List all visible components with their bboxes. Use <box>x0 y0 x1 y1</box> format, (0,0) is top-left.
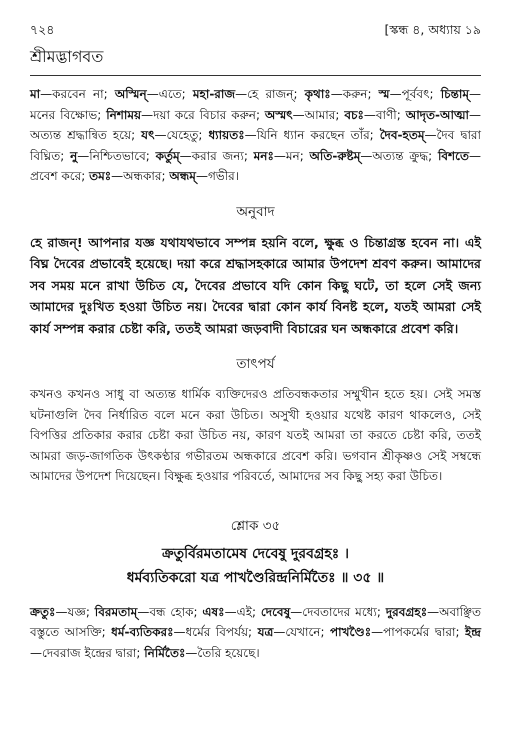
term-meaning: —হে রাজন্; <box>235 87 305 101</box>
purport-heading: তাৎপর্য <box>236 356 275 372</box>
sanskrit-term: দুরবগ্রহঃ <box>385 604 428 619</box>
term-meaning: —মনের বিক্ষোভ; <box>30 87 482 122</box>
term-meaning: —পূর্ববৎ; <box>389 87 441 101</box>
sanskrit-term: দেবেষু <box>260 604 291 619</box>
page-header <box>30 22 481 44</box>
term-meaning: —নিশ্চিতভাবে; <box>77 148 156 163</box>
sanskrit-term: কৃথাঃ <box>304 87 331 101</box>
term-meaning: —ধর্মের বিপর্যয়; <box>173 625 258 639</box>
sanskrit-term: নু <box>70 148 78 163</box>
sanskrit-term: আদৃত-আত্মা <box>405 107 470 122</box>
term-meaning: —অবাঞ্ছিত বস্তুতে আসক্তি; <box>30 604 481 639</box>
term-meaning: —যজ্ঞ; <box>55 604 95 619</box>
sanskrit-term: নিশাময় <box>106 107 142 122</box>
term-meaning: —বাণী; <box>363 107 406 122</box>
translation-text: হে রাজন্! আপনার যজ্ঞ যথাযথভাবে সম্পন্ন হয়নি বলে, ক্ষুব্ধ ও চিন্তাগ্রস্ত হবেন না। এই বিঘ্ন দৈবের প্রভাবেই হয়েছে। দয়া করে শ্রদ্ধাসহকারে আমার উপদেশ শ্রবণ করুন। আমাদের সব সময় মনে রাখা উচিত যে, দৈবের প্রভাবে যদি কোন কিছু ঘটে, তা হলে সেই জন্য আমাদের দুঃখিত হওয়া উচিত নয়। দৈবের দ্বারা কোন কার্য বিনষ্ট হলে, যতই আমরা সেই কার্য সম্পন্ন করার চেষ্টা করি, ততই আমরা জড়বাদী বিচারের ঘন অন্ধকারে প্রবেশ করি। <box>30 234 481 336</box>
term-meaning: —তৈরি হয়েছে। <box>185 645 260 660</box>
term-meaning: —পাপকর্মের দ্বারা; <box>371 625 466 639</box>
term-meaning: —যেহেতু; <box>154 128 209 142</box>
term-meaning: —অত্যন্ত ক্রুদ্ধ; <box>360 148 438 163</box>
term-meaning: —অত্যন্ত শ্রদ্ধান্বিত হয়ে; <box>30 107 482 142</box>
sanskrit-term: অস্মিন্ <box>114 87 147 101</box>
term-meaning: —বন্ধ হোক; <box>137 604 203 619</box>
sanskrit-term: পাখণ্ডৈঃ <box>329 625 372 639</box>
purport-text: কখনও কখনও সাধু বা অত্যন্ত ধার্মিক ব্যক্তিদেরও প্রতিবন্ধকতার সম্মুখীন হতে হয়। সেই সমস্ত ঘটনাগুলি দৈব নির্ধারিত বলে মনে করা উচিত। অসুখী হওয়ার যথেষ্ট কারণ থাকলেও, সেই বিপত্তির প্রতিকার করার চেষ্টা করা উচিত নয়, কারণ যতই আমরা তা করতে চেষ্টা করি, ততই আমরা জড়-জাগতিক উৎকণ্ঠার গভীরতম অন্ধকারে প্রবেশ করি। ভগবান শ্রীকৃষ্ণও সেই সম্বন্ধে আমাদের উপদেশ দিয়েছেন। বিক্ষুব্ধ হওয়ার পরিবর্তে, আমাদের সব কিছু সহ্য করা উচিত। <box>30 387 481 483</box>
sanskrit-term: ধ্যায়তঃ <box>208 128 245 142</box>
book-title: শ্রীমদ্ভাগবত <box>30 47 104 66</box>
sanskrit-term: অস্মৎ <box>264 107 293 122</box>
term-meaning: —যেখানে; <box>273 625 330 639</box>
sanskrit-term: ইন্দ্র <box>465 625 481 639</box>
term-meaning: —প্রবেশ করে; <box>30 148 481 183</box>
sanskrit-term: বচঃ <box>344 107 364 122</box>
term-meaning: —দৈব দ্বারা বিঘ্নিত; <box>30 128 482 163</box>
verse-title: শ্লোক ৩৫ <box>230 517 281 534</box>
sanskrit-term: মহা-রাজ <box>192 87 236 101</box>
term-meaning: —এই; <box>224 604 261 619</box>
term-meaning: —দেবরাজ ইন্দ্রের দ্বারা; <box>30 645 145 660</box>
sanskrit-term: অন্ধম্ <box>169 169 196 183</box>
term-meaning: —গভীর। <box>195 169 240 183</box>
sanskrit-term: যত্র <box>257 625 274 639</box>
word-for-word-bottom <box>30 602 481 664</box>
term-meaning: —অন্ধকার; <box>111 169 170 183</box>
word-for-word-top <box>30 84 481 187</box>
sanskrit-term: মনঃ <box>253 148 274 163</box>
sanskrit-term: বিরমতাম্ <box>94 604 138 619</box>
sanskrit-term: অতি-রুষ্টম্ <box>309 148 361 163</box>
term-meaning: —এতে; <box>146 87 193 101</box>
sanskrit-term: মা <box>30 87 41 101</box>
sanskrit-term: কর্তুম্ <box>155 148 180 163</box>
sanskrit-term: ক্রতুঃ <box>30 604 56 619</box>
term-meaning: —দেবতাদের মধ্যে; <box>290 604 386 619</box>
verse-line-2: ধর্মব্যতিকরো যত্র পাখণ্ডৈরিন্দ্রনির্মিতৈঃ ॥ ৩৫ ॥ <box>126 569 385 586</box>
term-meaning: —করার জন্য; <box>179 148 254 163</box>
sanskrit-term: ধর্ম-ব্যতিকরঃ <box>111 625 174 639</box>
sanskrit-term: যৎ <box>141 128 155 142</box>
term-meaning: —করুন; <box>330 87 379 101</box>
term-meaning: —দয়া করে বিচার করুন; <box>141 107 265 122</box>
sanskrit-term: এষঃ <box>202 604 225 619</box>
term-meaning: —করবেন না; <box>40 87 115 101</box>
chapter-reference: [স্কন্ধ ৪, অধ্যায় ১৯ <box>384 22 481 37</box>
translation-heading: অনুবাদ <box>236 203 275 220</box>
sanskrit-term: তমঃ <box>89 169 112 183</box>
sanskrit-term: বিশতে <box>437 148 469 163</box>
sanskrit-term: স্ম <box>378 87 390 101</box>
header-rule <box>30 75 481 76</box>
page-number: ৭২৪ <box>30 22 55 37</box>
term-meaning: —আমার; <box>292 107 345 122</box>
sanskrit-term: দৈব-হতম্ <box>379 128 425 142</box>
term-meaning: —যিনি ধ্যান করছেন তাঁর; <box>244 128 380 142</box>
sanskrit-term: নির্মিতৈঃ <box>144 645 186 660</box>
sanskrit-term: চিন্তাম্ <box>440 87 470 101</box>
term-meaning: —মন; <box>273 148 310 163</box>
verse-line-1: ক্রতুর্বিরমতামেষ দেবেষু দুরবগ্রহঃ । <box>161 545 350 562</box>
